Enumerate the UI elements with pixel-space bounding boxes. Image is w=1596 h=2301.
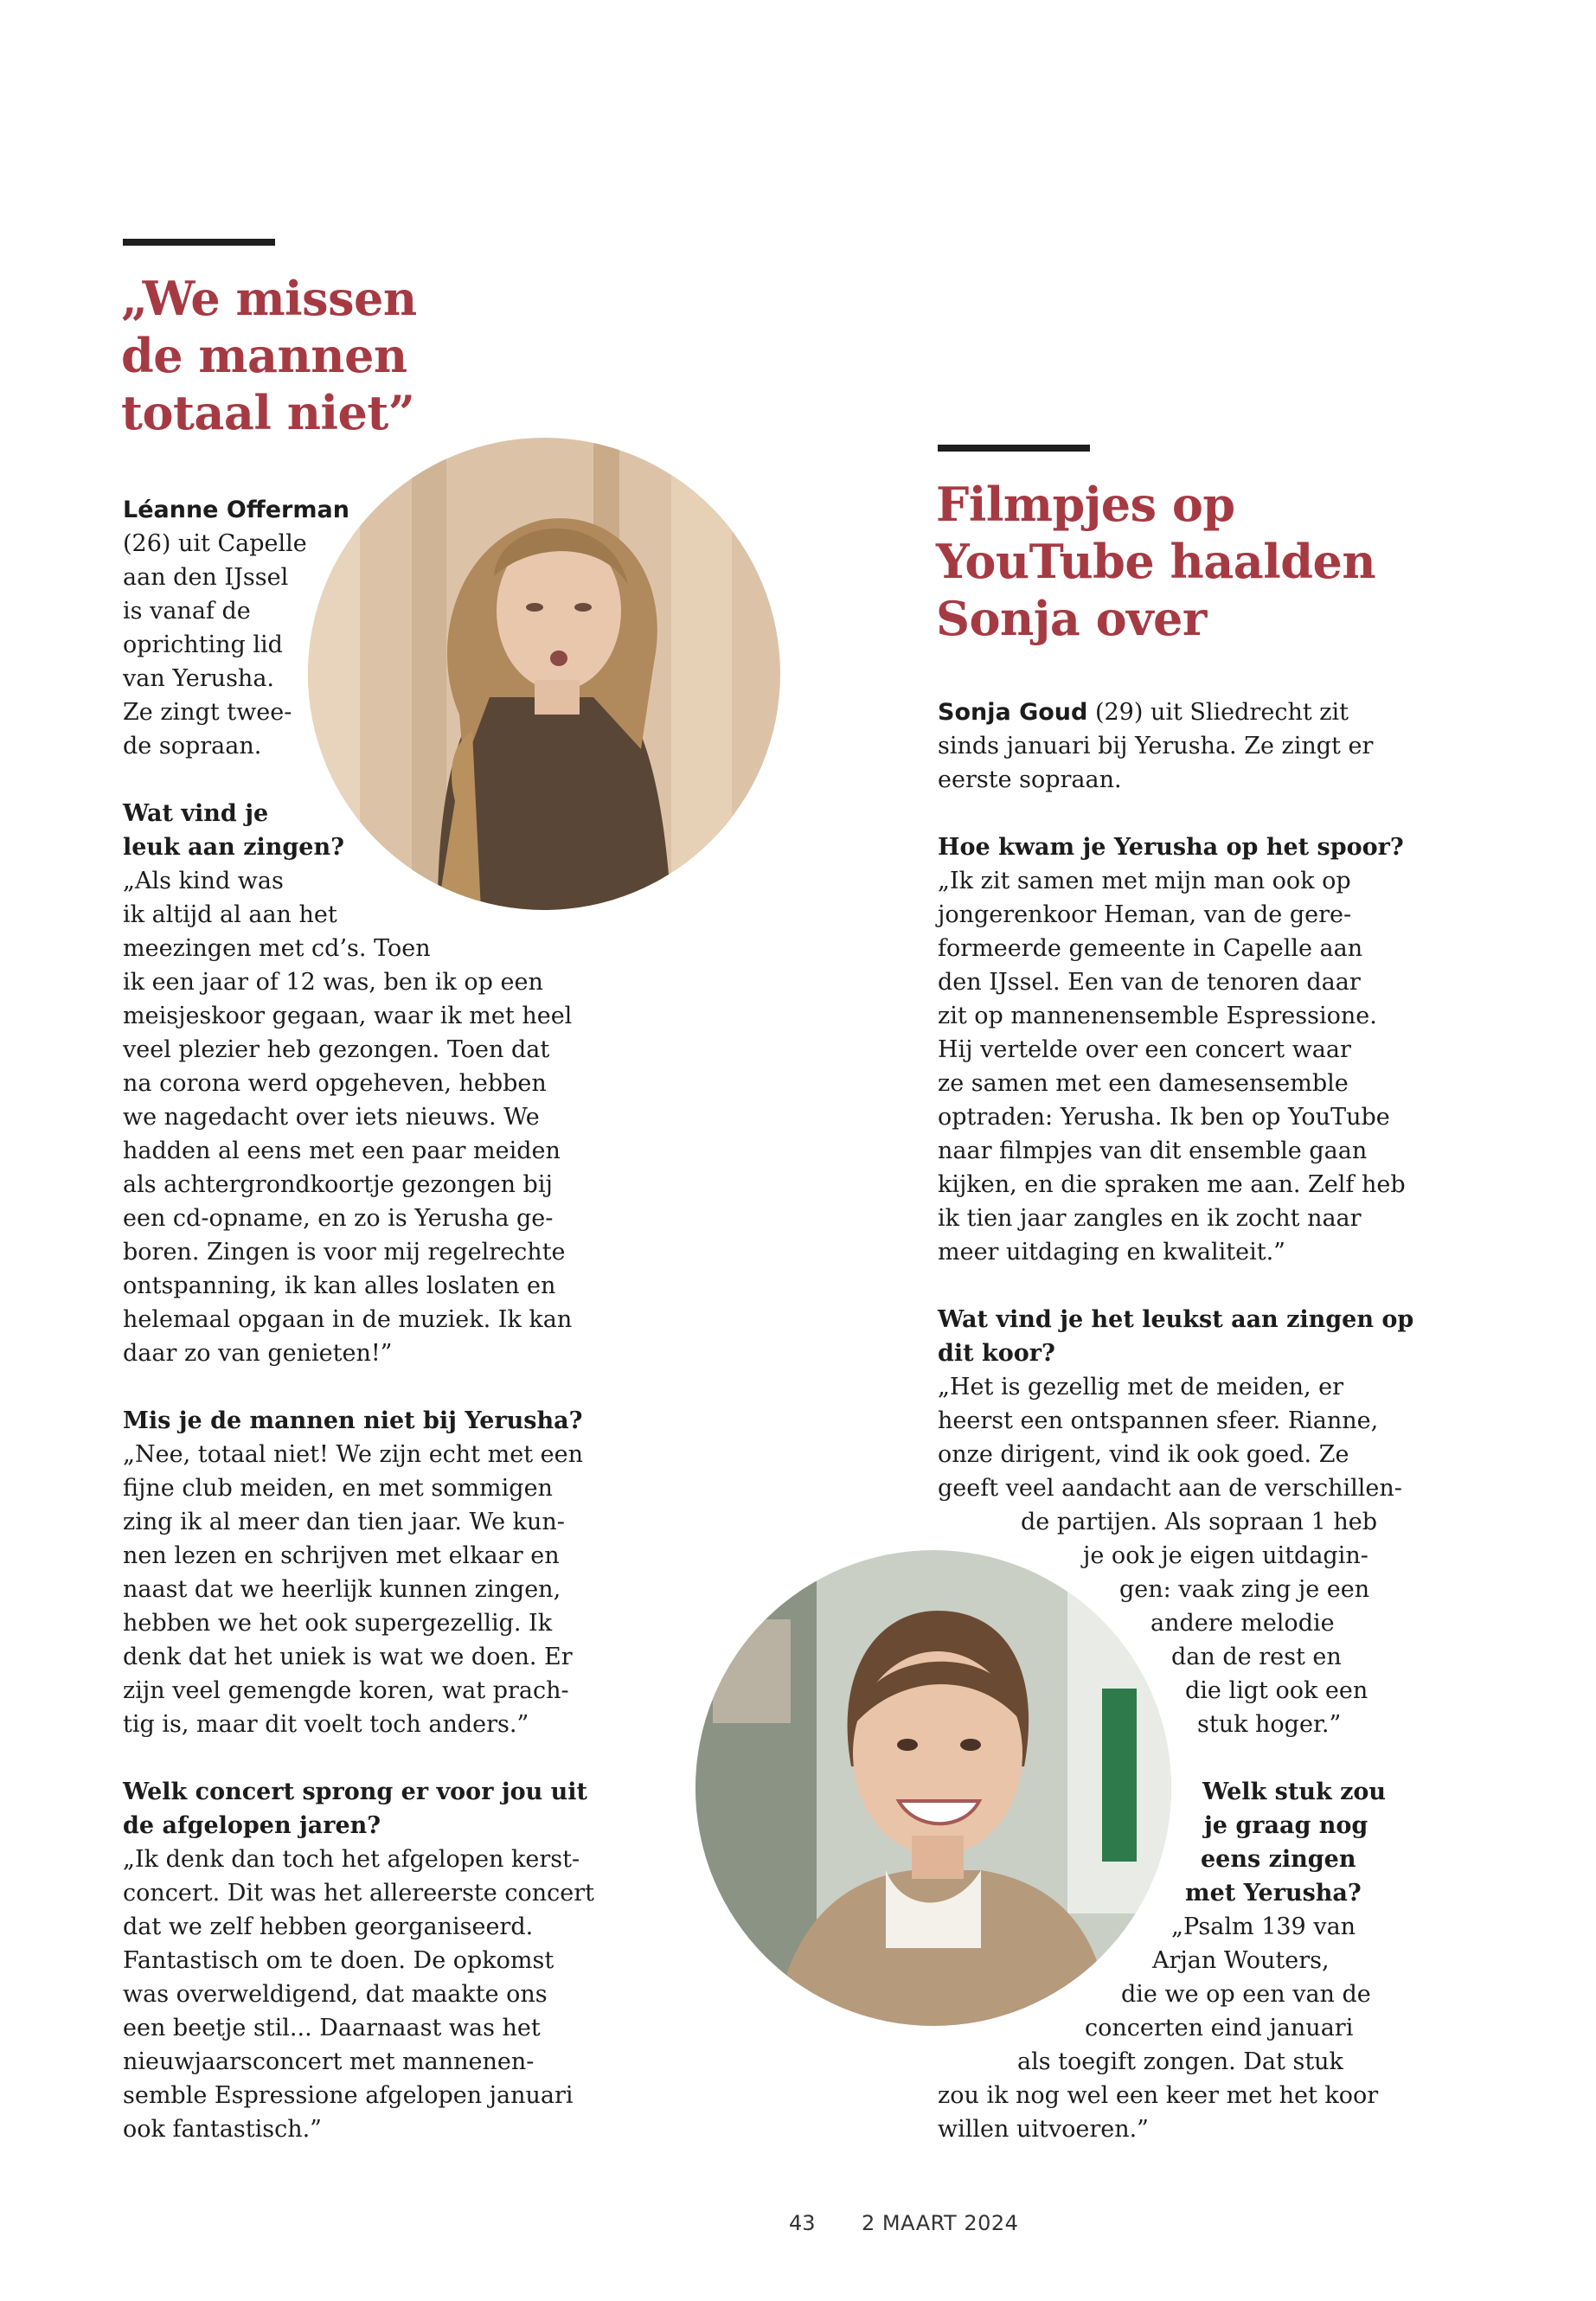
intro-name-right: Sonja Goud: [938, 699, 1088, 726]
headline-left: „We missen de mannen totaal niet”: [121, 271, 417, 440]
question-left-2: Mis je de mannen niet bij Yerusha?: [123, 1407, 583, 1434]
question-left-3: Welk concert sprong er voor jou uit: [123, 1779, 587, 1805]
column-right: Sonja Goud (29) uit Sliedrecht zit sinds januari bij Yerusha. Ze zingt er eerste sopraan. Hoe kwam je Yerusha op het spoor? „Ik zit samen met mijn man ook op jongerenkoor Heman, van de gere- formeerde gemeente in Capelle aan den IJssel. Een van de tenoren daar zit op mannenensemble Espressione. Hij vertelde over een concert waar ze samen met een damesensemble optraden: Yerusha. Ik ben op YouTube naar filmpjes van dit ensemble gaan kijken, en die spraken me aan. Zelf heb ik tien jaar zangles en ik zocht naar meer uitdaging en kwaliteit.” Wat vind je het leukst aan zingen op dit koor? „Het is gezellig met de meiden, er heerst een ontspannen sfeer. Rianne, onze dirigent, vind ik ook goed. Ze geeft veel aandacht aan de verschillen- de partijen. Als sopraan 1 heb je ook je eigen uitdagin- gen: vaak zing je een andere melodie dan de rest en die ligt ook een stuk hoger.” Welk stuk zou je graag nog eens zingen met Yerusha? „Psalm 139 van Arjan Wouters, die we op een van de concerten eind januari als toegift zongen. Dat stuk zou ik nog wel een keer met het koor willen uitvoeren.”: [938, 699, 1414, 2143]
question-right-1: Hoe kwam je Yerusha op het spoor?: [938, 834, 1404, 861]
section-rule-left: [123, 239, 275, 246]
issue-date: 2 MAART 2024: [862, 2211, 1019, 2235]
page-number: 43: [789, 2211, 816, 2235]
question-right-2: Wat vind je het leukst aan zingen op: [938, 1306, 1414, 1333]
section-rule-right: [938, 445, 1090, 452]
question-right-3: Welk stuk zou: [1202, 1779, 1387, 1805]
intro-name-left: Léanne Offerman: [123, 497, 349, 523]
column-left: Léanne Offerman (26) uit Capelle aan den IJssel is vanaf de oprichting lid van Yerusha. Ze zingt twee- de sopraan. Wat vind je leuk aan zingen? „Als kind was ik altijd al aan het meezingen met cd’s. Toen ik een jaar of 12 was, ben ik op een meisjeskoor gegaan, waar ik met heel veel plezier heb gezongen. Toen dat na corona werd opgeheven, hebben we nagedacht over iets nieuws. We hadden al eens met een paar meiden als achtergrondkoortje gezongen bij een cd-opname, en zo is Yerusha ge- boren. Zingen is voor mij regelrechte ontspanning, ik kan alles loslaten en helemaal opgaan in de muziek. Ik kan daar zo van genieten!” Mis je de mannen niet bij Yerusha? „Nee, totaal niet! We zijn echt met een fijne club meiden, en met sommigen zing ik al meer dan tien jaar. We kun- nen lezen en schrijven met elkaar en naast dat we heerlijk kunnen zingen, hebben we het ook supergezellig. Ik denk dat het uniek is wat we doen. Er zijn veel gemengde koren, wat prach- tig is, maar dit voelt toch anders.” Welk concert sprong er voor jou uit de afgelopen jaren? „Ik denk dan toch het afgelopen kerst- concert. Dit was het allereerste concert dat we zelf hebben georganiseerd. Fantastisch om te doen. De opkomst was overweldigend, dat maakte ons een beetje stil... Daarnaast was het nieuwjaarsconcert met mannenen- semble Espressione afgelopen januari ook fantastisch.”: [123, 493, 594, 2146]
question-left-1: Wat vind je: [123, 800, 269, 827]
headline-right: Filmpjes op YouTube haalden Sonja over: [936, 477, 1376, 646]
